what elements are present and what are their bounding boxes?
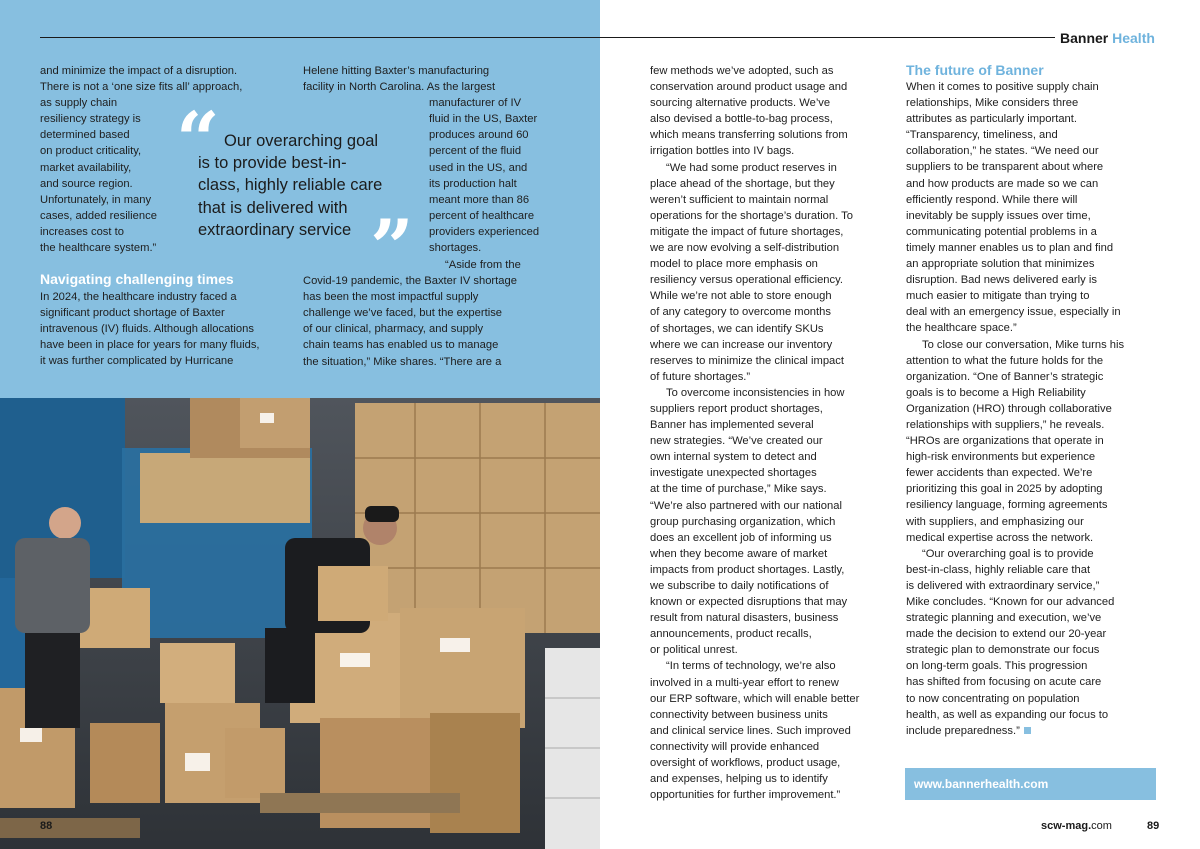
text-line: challenge we’ve faced, but the expertise bbox=[303, 307, 503, 320]
text-line: we are now evolving a self-distribution bbox=[650, 242, 840, 255]
text-line: attention to what the future holds for the bbox=[906, 354, 1104, 367]
text-line: communicating potential problems in a bbox=[906, 225, 1097, 238]
text-line: impacts from product shortages. Lastly, bbox=[650, 563, 845, 576]
text-line: There is not a ‘one size fits all’ approach, bbox=[40, 81, 243, 94]
text-line: “Transparency, timeliness, and bbox=[906, 129, 1058, 142]
text-line: place ahead of the shortage, but they bbox=[650, 177, 835, 190]
text-line: with suppliers, and emphasizing our bbox=[906, 515, 1084, 528]
text-line: have been in place for years for many fluids, bbox=[40, 339, 260, 352]
text-line: of any category to overcome months bbox=[650, 306, 831, 319]
text-line: weren’t sufficient to maintain normal bbox=[650, 193, 829, 206]
text-line: suppliers report product shortages, bbox=[650, 402, 823, 415]
text-line: few methods we’ve adopted, such as bbox=[650, 65, 834, 77]
text-line: opportunities for further improvement.” bbox=[650, 789, 841, 802]
text-line: investigate unexpected shortages bbox=[650, 467, 817, 480]
text-line: it was further complicated by Hurricane bbox=[40, 355, 234, 368]
text-line: fewer accidents than expected. We’re bbox=[906, 467, 1093, 480]
text-line: Organization (HRO) through collaborative bbox=[906, 402, 1112, 415]
pull-quote-line: Our overarching goal bbox=[224, 132, 379, 150]
text-line: does an excellent job of informing us bbox=[650, 531, 832, 544]
text-line: on long-term goals. This progression bbox=[906, 660, 1088, 673]
text-line: Mike concludes. “Known for our advanced bbox=[906, 596, 1115, 608]
text-line: high-risk environments but experience bbox=[906, 451, 1096, 464]
text-line: operations for the shortage’s duration. To bbox=[650, 209, 853, 222]
text-line: irrigation bottles into IV bags. bbox=[650, 145, 795, 158]
text-line: significant product shortage of Baxter bbox=[40, 307, 225, 320]
text-line: When it comes to positive supply chain bbox=[906, 81, 1099, 93]
warehouse-illustration bbox=[0, 398, 600, 849]
text-line: determined based bbox=[40, 129, 130, 142]
pull-quote-line: that is delivered with bbox=[198, 198, 348, 217]
text-line: efficiently respond. While there will bbox=[906, 193, 1078, 206]
text-line: shortages. bbox=[429, 242, 482, 255]
text-line: While we’re not able to store enough bbox=[650, 290, 832, 303]
right-column-1-text bbox=[650, 63, 890, 803]
text-line: resiliency language, forming agreements bbox=[906, 499, 1108, 512]
text-line: percent of the fluid bbox=[429, 145, 522, 158]
text-line: the healthcare space.” bbox=[906, 322, 1017, 335]
text-line: increases cost to bbox=[40, 225, 124, 238]
text-line: prioritizing this goal in 2025 by adopting bbox=[906, 483, 1103, 496]
text-line: involved in a multi-year effort to renew bbox=[650, 676, 839, 689]
text-line: and how products are made so we can bbox=[906, 177, 1099, 190]
text-line: group purchasing organization, which bbox=[650, 515, 836, 528]
pull-quote-line: extraordinary service bbox=[198, 220, 352, 239]
text-line: inevitably be supply issues over time, bbox=[906, 209, 1091, 222]
text-line: best-in-class, highly reliable care that bbox=[906, 563, 1091, 576]
text-line: organization. “One of Banner’s strategic bbox=[906, 370, 1104, 383]
text-line: to now concentrating on population bbox=[906, 692, 1080, 705]
magazine-site bbox=[1041, 820, 1112, 832]
text-line: Banner has implemented several bbox=[650, 419, 814, 432]
header-rule bbox=[600, 37, 1055, 38]
text-line: market availability, bbox=[40, 161, 132, 174]
text-line: Unfortunately, in many bbox=[40, 193, 152, 206]
text-line: meant more than 86 bbox=[429, 193, 530, 206]
text-line: and clinical service lines. Such improved bbox=[650, 724, 851, 737]
text-line: result from natural disasters, business bbox=[650, 612, 839, 625]
text-line: of our clinical, pharmacy, and supply bbox=[303, 323, 484, 336]
text-line: include preparedness.” bbox=[906, 724, 1020, 737]
article-end-icon bbox=[1024, 727, 1031, 734]
text-line: also devised a bottle-to-bag process, bbox=[650, 113, 833, 126]
text-line: the healthcare system.” bbox=[40, 242, 157, 255]
text-line: strategic planning and execution, we’ve bbox=[906, 612, 1102, 625]
text-line: “We’re also partnered with our national bbox=[650, 499, 842, 512]
text-line: To close our conversation, Mike turns his bbox=[922, 338, 1125, 351]
text-line: own internal system to detect and bbox=[650, 451, 817, 464]
open-quote-icon: “ bbox=[176, 95, 220, 184]
text-line: cases, added resilience bbox=[40, 209, 157, 222]
text-line: and minimize the impact of a disruption. bbox=[40, 65, 238, 77]
text-line: and source region. bbox=[40, 177, 133, 190]
text-line: of shortages, we can identify SKUs bbox=[650, 322, 824, 335]
text-line: new strategies. “We’ve created our bbox=[650, 435, 823, 448]
website-link-box[interactable] bbox=[905, 768, 1156, 800]
text-line: is delivered with extraordinary service,” bbox=[906, 579, 1100, 592]
text-line: To overcome inconsistencies in how bbox=[666, 386, 845, 399]
text-line: disruption. Bad news delivered early is bbox=[906, 274, 1097, 287]
header-rule bbox=[40, 37, 600, 38]
text-line: at the time of purchase,” Mike says. bbox=[650, 483, 827, 496]
text-line: when they become aware of market bbox=[650, 547, 828, 560]
website-url[interactable]: www.bannerhealth.com bbox=[914, 777, 1049, 791]
text-line: model to place more emphasis on bbox=[650, 258, 818, 271]
text-line: and expenses, helping us to identify bbox=[650, 773, 828, 786]
text-line: has been the most impactful supply bbox=[303, 291, 479, 304]
text-line: announcements, product recalls, bbox=[650, 628, 812, 641]
text-line: its production halt bbox=[429, 177, 517, 190]
text-line: providers experienced bbox=[429, 225, 540, 238]
pull-quote-line: is to provide best-in- bbox=[198, 154, 347, 173]
text-line: Covid-19 pandemic, the Baxter IV shortage bbox=[303, 275, 517, 288]
text-line: “HROs are organizations that operate in bbox=[906, 435, 1104, 448]
text-line: the situation,” Mike shares. “There are a bbox=[303, 355, 502, 368]
text-line: “Aside from the bbox=[445, 259, 521, 271]
text-line: of future shortages.” bbox=[650, 370, 751, 383]
text-line: has shifted from focusing on acute care bbox=[906, 676, 1102, 689]
text-line: “In terms of technology, we’re also bbox=[666, 660, 836, 673]
close-quote-icon: ” bbox=[370, 203, 414, 292]
text-line: Helene hitting Baxter’s manufacturing bbox=[303, 65, 490, 77]
page-number-right: 89 bbox=[1147, 820, 1160, 832]
text-line: goals is to become a High Reliability bbox=[906, 386, 1086, 399]
text-line: “We had some product reserves in bbox=[666, 161, 837, 174]
text-line: as supply chain bbox=[40, 97, 118, 110]
text-line: timely manner enables us to plan and find bbox=[906, 241, 1114, 254]
magazine-site-tld: com bbox=[1091, 820, 1112, 832]
warehouse-photo bbox=[0, 398, 600, 849]
page-number-left: 88 bbox=[40, 820, 53, 832]
text-line: medical expertise across the network. bbox=[906, 531, 1094, 544]
text-line: sourcing alternative products. We’ve bbox=[650, 97, 831, 110]
text-line: an appropriate solution that minimizes bbox=[906, 258, 1095, 271]
text-line: chain teams has enabled us to manage bbox=[303, 339, 499, 352]
text-line: produces around 60 bbox=[429, 129, 529, 142]
magazine-site-name: scw-mag. bbox=[1041, 820, 1092, 832]
text-line: suppliers to be transparent about where bbox=[906, 161, 1104, 174]
left-column-1-bottom-text bbox=[40, 289, 290, 369]
text-line: resiliency strategy is bbox=[40, 113, 141, 126]
text-line: In 2024, the healthcare industry faced a bbox=[40, 291, 237, 303]
text-line: manufacturer of IV bbox=[429, 97, 522, 110]
brand-logo: Banner Health bbox=[1060, 30, 1155, 46]
section-heading-future: The future of Banner bbox=[906, 62, 1044, 78]
text-line: intravenous (IV) fluids. Although allocations bbox=[40, 323, 254, 336]
text-line: which means transferring solutions from bbox=[650, 129, 848, 142]
text-line: where we can increase our inventory bbox=[650, 338, 833, 351]
text-line: known or expected disruptions that may bbox=[650, 596, 848, 609]
left-column-2-bottom-text bbox=[303, 257, 553, 370]
text-line: deal with an emergency issue, especially in bbox=[906, 306, 1121, 319]
right-page bbox=[600, 0, 1200, 849]
text-line: connectivity will provide enhanced bbox=[650, 740, 820, 753]
text-line: relationships with suppliers,” he reveals. bbox=[906, 418, 1105, 431]
section-heading-navigating: Navigating challenging times bbox=[40, 271, 234, 287]
text-line: mitigate the impact of future shortages, bbox=[650, 225, 844, 238]
text-line: percent of healthcare bbox=[429, 209, 535, 222]
text-line: we subscribe to daily notifications of bbox=[650, 580, 829, 592]
text-line: used in the US, and bbox=[429, 161, 528, 174]
text-line: made the decision to extend our 20-year bbox=[906, 628, 1107, 641]
text-line: “Our overarching goal is to provide bbox=[922, 547, 1094, 560]
text-line: or political unrest. bbox=[650, 644, 738, 657]
text-line: on product criticality, bbox=[40, 145, 142, 158]
text-line: facility in North Carolina. As the largest bbox=[303, 81, 496, 94]
text-line: reserves to minimize the clinical impact bbox=[650, 354, 844, 367]
text-line: resiliency versus operational efficiency. bbox=[650, 274, 843, 287]
text-line: connectivity between business units bbox=[650, 708, 828, 721]
text-line: our ERP software, which will enable better bbox=[650, 692, 860, 705]
pull-quote-line: class, highly reliable care bbox=[198, 176, 383, 195]
text-line: fluid in the US, Baxter bbox=[429, 113, 538, 126]
text-line: collaboration,” he states. “We need our bbox=[906, 145, 1099, 158]
text-line: attributes as particularly important. bbox=[906, 113, 1077, 126]
text-line: strategic plan to demonstrate our focus bbox=[906, 644, 1100, 657]
right-column-2-text bbox=[906, 79, 1166, 739]
text-line: oversight of workflows, product usage, bbox=[650, 757, 841, 770]
text-line: health, as well as expanding our focus to bbox=[906, 708, 1109, 721]
text-line: conservation around product usage and bbox=[650, 81, 848, 94]
text-line: relationships, Mike considers three bbox=[906, 97, 1079, 110]
text-line: much easier to mitigate than trying to bbox=[906, 290, 1090, 303]
